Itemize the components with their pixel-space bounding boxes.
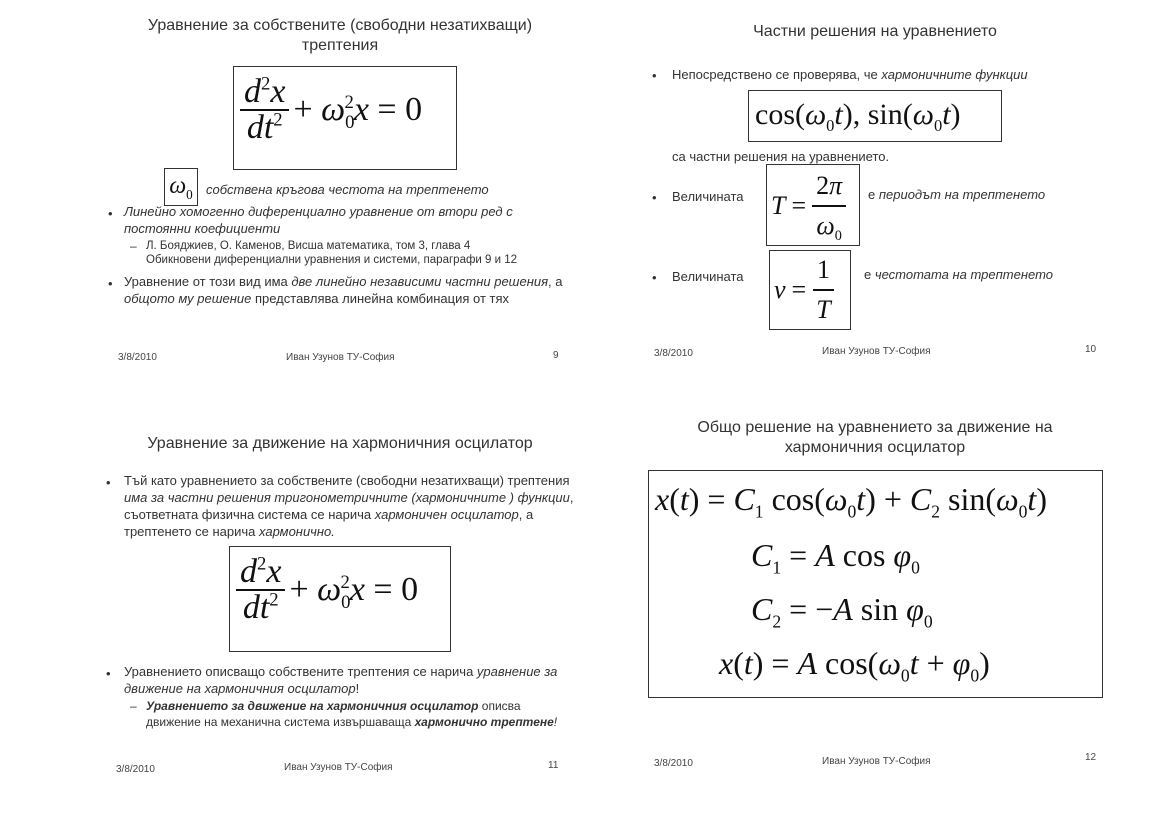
cos-sin-box: $\cos(\omega_0t)$, $\sin(\omega_0t)$ xyxy=(748,90,1002,142)
bullet-1: Непосредствено се проверява, че хармоничните функции xyxy=(672,67,1028,82)
slide-title: Уравнение за движение на хармоничния осцилатор xyxy=(147,435,533,452)
footer-page: 9 xyxy=(553,350,559,361)
equation-c1: $C_1 = A$ $\cos \varphi_0$ xyxy=(751,537,920,578)
period-text: е периодът на трептенето xyxy=(868,187,1046,202)
general-solution-box xyxy=(648,470,1103,698)
slide-title: Частни решения на уравнението xyxy=(753,23,997,40)
bullet-icon: • xyxy=(652,270,657,285)
equation-box: $\frac{d^2x}{dt^2}$ + $\omega_0^2x = 0$ xyxy=(229,546,451,652)
equation-amplitude-phase: x(t) = A $\cos(\omega_0t + \varphi_0)$ xyxy=(719,645,990,686)
equation-box: $\frac{d^2x}{dt^2}$ + $\omega_0^2x = 0$ xyxy=(233,66,457,170)
bullet-icon: • xyxy=(106,475,111,490)
footer-date: 3/8/2010 xyxy=(654,758,693,769)
dash-icon: – xyxy=(130,699,137,713)
after-cos-text: са частни решения на уравнението. xyxy=(672,149,890,164)
equation-c2: $C_2 = -A$ $\sin \varphi_0$ xyxy=(751,591,933,632)
slide-title: Общо решение на уравнението за движение на хармоничния осцилатор xyxy=(697,419,1053,456)
bullet-icon: • xyxy=(108,276,113,291)
bullet-2: Уравнението описващо собствените трептения се нарича уравнение за движение на хармоничния осцилатор! xyxy=(124,664,558,696)
footer-date: 3/8/2010 xyxy=(118,352,157,363)
footer-author: Иван Узунов ТУ-София xyxy=(822,346,931,357)
slide-11 xyxy=(100,420,620,800)
sub-bullet: Уравнението за движение на хармоничния осцилатор описва движение на механична система извършаваща хармонично трептене! xyxy=(146,699,558,729)
period-box: T = $\frac{2\pi}{\omega_0}$ xyxy=(766,164,860,246)
bullet-2: Уравнение от този вид има две линейно независими частни решения, а общото му решение представлява линейна комбинация от тях xyxy=(124,274,563,306)
slide-9 xyxy=(100,10,620,390)
quantity-label-2: Величината xyxy=(672,269,744,284)
slide-title: Уравнение за собствените (свободни незатихващи) трептения xyxy=(147,17,533,54)
footer-page: 10 xyxy=(1085,344,1097,355)
omega-box: $\omega_0$ xyxy=(164,168,198,206)
footer-author: Иван Узунов ТУ-София xyxy=(822,756,931,767)
quantity-label-1: Величината xyxy=(672,189,744,204)
footer-author: Иван Узунов ТУ-София xyxy=(286,352,395,363)
bullet-icon: • xyxy=(108,206,113,221)
reference-line-2: Обикновени диференциални уравнения и системи, параграфи 9 и 12 xyxy=(146,254,518,266)
bullet-icon: • xyxy=(652,68,657,83)
bullet-1: Тъй като уравнението за собствените (свободни незатихващи) трептения има за частни решения тригонометричните (хармоничните ) функции, съответната физична система се нарича хармоничен осцилатор, а трептенето се нарича хармонично. xyxy=(124,473,574,539)
footer-date: 3/8/2010 xyxy=(116,764,155,775)
frequency-text: е честотата на трептенето xyxy=(864,267,1054,282)
reference-line-1: Л. Бояджиев, О. Каменов, Висша математика, том 3, глава 4 xyxy=(146,240,471,252)
bullet-1: Линейно хомогенно диференциално уравнение от втори ред с постоянни коефициенти xyxy=(124,204,513,236)
omega-description: собствена кръгова честота на трептенето xyxy=(206,182,489,197)
bullet-icon: • xyxy=(106,666,111,681)
footer-date: 3/8/2010 xyxy=(654,348,693,359)
dash-icon: – xyxy=(130,239,137,253)
slide-12 xyxy=(640,410,1160,790)
footer-page: 11 xyxy=(548,760,559,771)
bullet-icon: • xyxy=(652,190,657,205)
footer-author: Иван Узунов ТУ-София xyxy=(284,762,393,773)
equation-general: $x(t) = C_1$ $\cos(\omega_0t) + C_2$ $\sin(\omega_0t)$ xyxy=(655,481,1047,522)
frequency-box: ν = $\frac{1}{T}$ xyxy=(769,250,851,330)
footer-page: 12 xyxy=(1085,752,1097,763)
slide-10 xyxy=(640,10,1160,390)
